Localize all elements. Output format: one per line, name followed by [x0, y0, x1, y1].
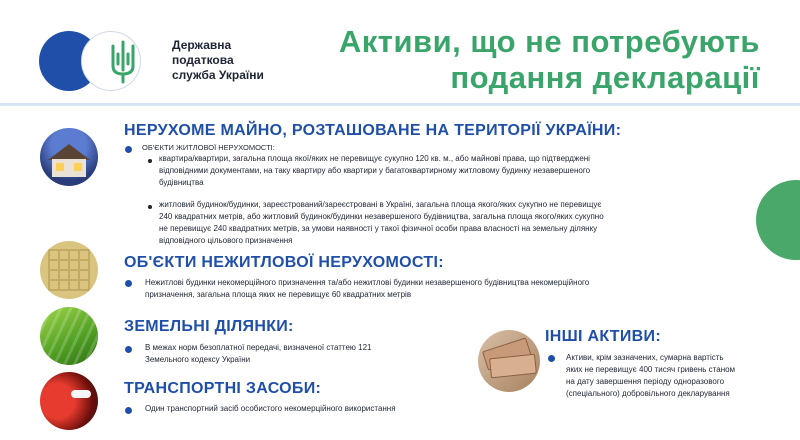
title-line-1: Активи, що не потребують — [338, 24, 760, 59]
section-title-other: ІНШІ АКТИВИ: — [545, 328, 661, 345]
nonresidential-line1: Нежитлові будинки некомерційного призначення та/або нежитлові будинки незавершеного будівництва некомерційного — [145, 278, 590, 287]
item-house-line3: не перевищує 240 квадратних метрів, за умови наявності у такої фізичної особи права власності на земельну ділянку — [159, 224, 598, 233]
header-divider — [0, 103, 800, 106]
other-line2: яких не перевищує 400 тисяч гривень станом — [566, 365, 736, 374]
money-icon — [478, 330, 540, 392]
car-icon — [40, 372, 98, 430]
item-apartment-line1: квартира/квартири, загальна площа якої/яких не перевищує сукупно 120 кв. м., або майнові права, що підтверджені — [159, 154, 590, 163]
house-icon — [40, 128, 98, 186]
org-line-1: Державна — [172, 38, 232, 52]
org-line-3: служба України — [172, 68, 264, 82]
land-line1: В межах норм безоплатної передачі, визначеної статтею 121 — [145, 343, 372, 352]
nonresidential-line2: призначення, загальна площа яких не перевищує 60 квадратних метрів — [145, 290, 412, 299]
bullet — [125, 346, 132, 353]
blueprint-icon — [40, 241, 98, 299]
other-line1: Активи, крім зазначених, сумарна вартість — [566, 353, 724, 362]
land-line2: Земельного кодексу України — [145, 355, 251, 364]
item-house-line2: 240 квадратних метрів, або житловий будинок/будинки незавершеного будівництва, загальна площа якого/яких сукупно — [159, 212, 604, 221]
subtitle-residential: ОБ'ЄКТИ ЖИТЛОВОЇ НЕРУХОМОСТІ: — [142, 143, 275, 152]
org-name — [172, 38, 264, 83]
vehicles-line1: Один транспортний засіб особистого некомерційного використання — [145, 404, 396, 413]
bullet — [125, 280, 132, 287]
header — [0, 0, 800, 100]
field-icon — [40, 307, 98, 365]
item-apartment-line2: відповідними документами, на таку квартиру або квартири у багатоквартирному житловому будинку незавершеного — [159, 166, 591, 175]
item-apartment-line3: будівництва — [159, 178, 204, 187]
page-title — [339, 24, 760, 96]
section-title-nonresidential: ОБ'ЄКТИ НЕЖИТЛОВОЇ НЕРУХОМОСТІ: — [124, 254, 444, 271]
section-title-real-estate: НЕРУХОМЕ МАЙНО, РОЗТАШОВАНЕ НА ТЕРИТОРІЇ УКРАЇНИ: — [124, 122, 622, 139]
item-house-line4: відповідного цільового призначення — [159, 236, 293, 245]
bullet — [548, 355, 555, 362]
sub-bullet — [148, 205, 152, 209]
title-line-2: подання декларації — [450, 60, 760, 95]
item-house-line1: житловий будинок/будинки, зареєстрований/зареєстровані в Україні, загальна площа якого/яких сукупно не перевищує — [159, 200, 602, 209]
other-line3: на дату завершення періоду одноразового — [566, 377, 725, 386]
bullet — [125, 146, 132, 153]
bullet — [125, 407, 132, 414]
section-title-vehicles: ТРАНСПОРТНІ ЗАСОБИ: — [124, 380, 322, 397]
other-line4: (спеціального) добровільного декларування — [566, 389, 730, 398]
decorative-green-circle — [756, 180, 800, 260]
sub-bullet — [148, 159, 152, 163]
section-title-land: ЗЕМЕЛЬНІ ДІЛЯНКИ: — [124, 318, 294, 335]
tryzub-icon — [105, 40, 141, 84]
org-line-2: податкова — [172, 53, 234, 67]
